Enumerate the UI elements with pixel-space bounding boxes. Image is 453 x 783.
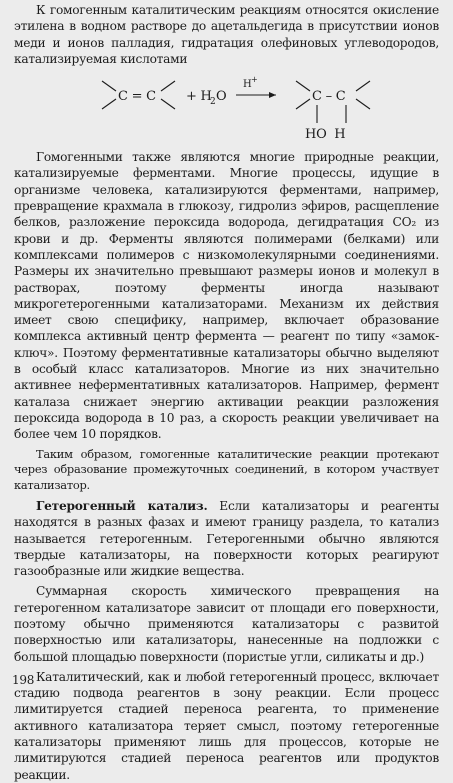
arrow-head [269,92,276,98]
page-number: 198 [12,673,35,687]
water-oxygen: O [216,89,227,105]
bond-line [356,99,370,109]
hydration-reaction-scheme [14,67,439,149]
bond-line [102,99,116,109]
paragraph-enzymes: Гомогенными также являются многие природные реакции, катализируемые ферментами. Многие процессы, идущие в организме человека, катализируются ферментами, например, превращение крахмала в глюкозу, гидролиз эфиров, расщепление белков, разложение пероксида водорода, дегидратация CO₂ из крови и др. Ферменты являются полимерами (белками) или комплексами полимеров с низкомолекулярными соединениями. Размеры их значительно превышают размеры ионов и молекул в растворах, поэтому ферменты иногда называют микрогетерогенными катализаторами. Механизм их действия имеет свою специфику, например, включает образование комплекса активный центр фермента — реагент по типу «замок-ключ». Поэтому ферментативные катализаторы обычно выделяют в особый класс катализаторов. Многие из них значительно активнее неферментативных катализаторов. Например, фермент каталаза снижает энергию активации реакции разложения пероксида водорода в 10 раз, а скорость реакции увеличивает на более чем 10 порядков. [14,150,439,442]
bond-line [356,81,370,91]
alkene-formula: C = C [118,89,156,105]
bond-line [161,81,175,91]
catalyst-charge: + [251,75,258,85]
bond-line [296,99,310,109]
catalyst-label: H [243,79,252,91]
water-plus-h: + H [186,89,212,105]
paragraph-heterogeneous-text: Если катализаторы и реагенты находятся в разных фазах и имеют границу раздела, то катализ называется гетерогенным. Гетерогенными обычно являются твердые катализаторы, на поверхности которых реагируют газообразные или жидкие вещества. [14,498,439,579]
paragraph-heterogeneous-catalysis [14,498,439,579]
paragraph-conclusion: Таким образом, гомогенные каталитические реакции протекают через образование промежуточных соединений, в котором участвует катализатор. [14,446,439,493]
reaction-equation [14,67,439,149]
paragraph-homogeneous-examples: К гомогенным каталитическим реакциям относятся окисление этилена в водном растворе до ацетальдегида в присутствии ионов меди и ионов палладия, гидратация олефиновых углеводородов, катализируемая кислотами [14,3,439,66]
water-subscript: 2 [210,97,216,108]
bond-line [161,99,175,109]
bond-line [296,81,310,91]
section-heading-heterogeneous: Гетерогенный катализ. [36,498,208,513]
bond-line [102,81,116,91]
paragraph-mass-transfer: Каталитический, как и любой гетерогенный процесс, включает стадию подвода реагентов в зону реакции. Если процесс лимитируется стадией переноса реагента, то применение активного катализатора теряет смысл, поэтому гетерогенные катализаторы применяют лишь для процессов, которые не лимитируются стадией переноса реагентов или продуктов реакции. [14,669,439,782]
paragraph-surface-area: Суммарная скорость химического превращения на гетерогенном катализаторе зависит от площади его поверхности, поэтому обычно применяются катализаторы с развитой поверхностью или катализаторы, нанесенные на подложки с большой площадью поверхности (пористые угли, силикаты и др.) [14,584,439,664]
product-substituents: HO H [305,127,346,143]
product-formula: C – C [312,89,346,105]
